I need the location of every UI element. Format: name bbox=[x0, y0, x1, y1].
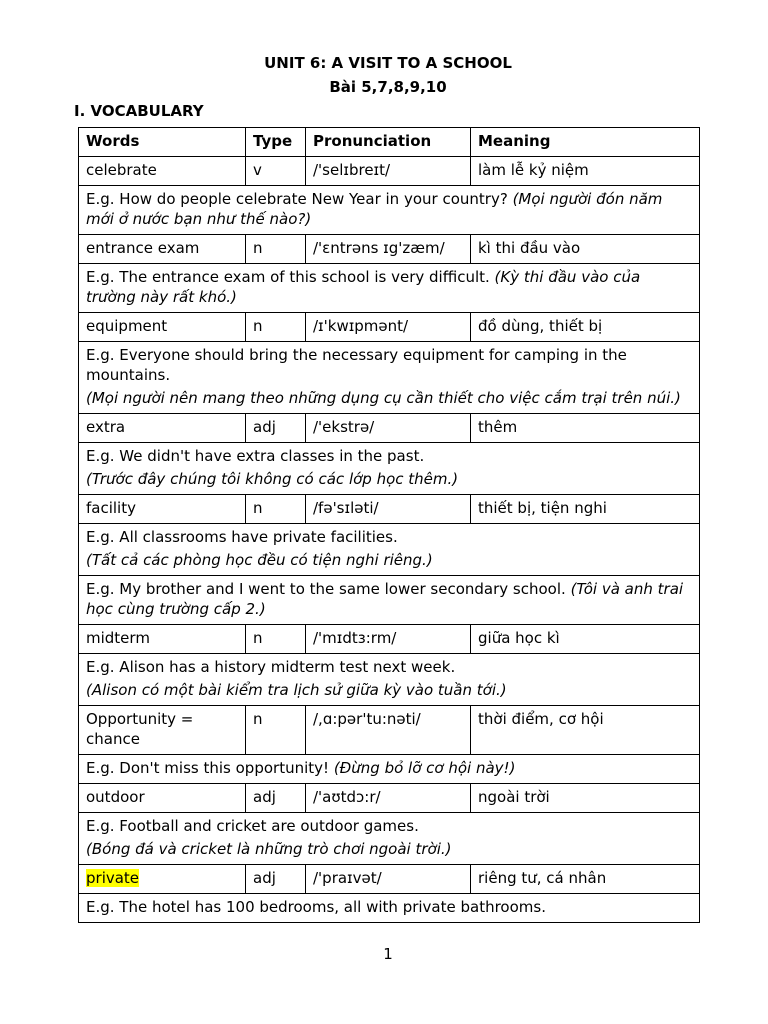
pronunciation-cell: /'mɪdtɜ:rm/ bbox=[306, 625, 471, 654]
example-sentence: E.g. Everyone should bring the necessary equipment for camping in the mountains. bbox=[86, 346, 627, 384]
example-cell bbox=[79, 186, 700, 235]
example-row bbox=[79, 894, 700, 923]
type-cell: n bbox=[246, 625, 306, 654]
vocab-row bbox=[79, 414, 700, 443]
section-heading: I. VOCABULARY bbox=[74, 102, 204, 120]
example-row bbox=[79, 576, 700, 625]
example-row bbox=[79, 755, 700, 784]
meaning-cell: thời điểm, cơ hội bbox=[471, 706, 700, 755]
example-translation: (Trước đây chúng tôi không có các lớp học thêm.) bbox=[86, 470, 459, 488]
header-words: Words bbox=[79, 128, 246, 157]
type-cell: v bbox=[246, 157, 306, 186]
example-sentence: E.g. The entrance exam of this school is very difficult. bbox=[86, 268, 490, 286]
example-translation: (Đừng bỏ lỡ cơ hội này!) bbox=[333, 759, 516, 777]
pronunciation-cell: /'praɪvət/ bbox=[306, 865, 471, 894]
pronunciation-cell: /'aʊtdɔ:r/ bbox=[306, 784, 471, 813]
example-cell bbox=[79, 654, 700, 706]
word-cell: facility bbox=[79, 495, 246, 524]
example-row bbox=[79, 342, 700, 414]
example-cell bbox=[79, 813, 700, 865]
pronunciation-cell: /fə'sɪləti/ bbox=[306, 495, 471, 524]
header-meaning: Meaning bbox=[471, 128, 700, 157]
example-sentence: E.g. My brother and I went to the same lower secondary school. bbox=[86, 580, 566, 598]
example-translation: (Tôi và anh trai học cùng trường cấp 2.) bbox=[86, 580, 684, 618]
example-translation: (Bóng đá và cricket là những trò chơi ngoài trời.) bbox=[86, 840, 452, 858]
type-cell: n bbox=[246, 706, 306, 755]
example-row bbox=[79, 654, 700, 706]
example-cell bbox=[79, 342, 700, 414]
type-cell: n bbox=[246, 313, 306, 342]
vocab-row bbox=[79, 495, 700, 524]
example-translation: (Mọi người nên mang theo những dụng cụ cần thiết cho việc cắm trại trên núi.) bbox=[86, 389, 681, 407]
example-cell bbox=[79, 443, 700, 495]
document-subtitle: Bài 5,7,8,9,10 bbox=[329, 78, 447, 96]
example-cell bbox=[79, 264, 700, 313]
vocab-row bbox=[79, 157, 700, 186]
example-cell bbox=[79, 894, 700, 923]
example-cell bbox=[79, 576, 700, 625]
page-number: 1 bbox=[383, 945, 393, 963]
example-sentence: E.g. How do people celebrate New Year in your country? bbox=[86, 190, 508, 208]
example-row bbox=[79, 813, 700, 865]
example-cell bbox=[79, 755, 700, 784]
example-row bbox=[79, 443, 700, 495]
table-header-row bbox=[79, 128, 700, 157]
example-translation: (Tất cả các phòng học đều có tiện nghi riêng.) bbox=[86, 551, 433, 569]
meaning-cell: làm lễ kỷ niệm bbox=[471, 157, 700, 186]
word-cell: equipment bbox=[79, 313, 246, 342]
meaning-cell: ngoài trời bbox=[471, 784, 700, 813]
type-cell: adj bbox=[246, 414, 306, 443]
example-row bbox=[79, 264, 700, 313]
meaning-cell: thiết bị, tiện nghi bbox=[471, 495, 700, 524]
example-sentence: E.g. Alison has a history midterm test next week. bbox=[86, 658, 456, 676]
meaning-cell: đồ dùng, thiết bị bbox=[471, 313, 700, 342]
example-sentence: E.g. The hotel has 100 bedrooms, all with private bathrooms. bbox=[86, 898, 546, 916]
example-sentence: E.g. Football and cricket are outdoor games. bbox=[86, 817, 419, 835]
example-translation: (Alison có một bài kiểm tra lịch sử giữa kỳ vào tuần tới.) bbox=[86, 681, 507, 699]
highlighted-word: private bbox=[86, 869, 140, 887]
example-row bbox=[79, 524, 700, 576]
example-cell bbox=[79, 524, 700, 576]
example-row bbox=[79, 186, 700, 235]
meaning-cell: kì thi đầu vào bbox=[471, 235, 700, 264]
example-sentence: E.g. Don't miss this opportunity! bbox=[86, 759, 330, 777]
vocab-row bbox=[79, 625, 700, 654]
example-sentence: E.g. All classrooms have private facilities. bbox=[86, 528, 398, 546]
header-pronunciation: Pronunciation bbox=[306, 128, 471, 157]
vocab-row bbox=[79, 865, 700, 894]
meaning-cell: riêng tư, cá nhân bbox=[471, 865, 700, 894]
type-cell: n bbox=[246, 495, 306, 524]
pronunciation-cell: /'selɪbreɪt/ bbox=[306, 157, 471, 186]
vocabulary-table bbox=[78, 127, 700, 923]
word-cell: celebrate bbox=[79, 157, 246, 186]
pronunciation-cell: /'ekstrə/ bbox=[306, 414, 471, 443]
meaning-cell: thêm bbox=[471, 414, 700, 443]
type-cell: n bbox=[246, 235, 306, 264]
word-cell: extra bbox=[79, 414, 246, 443]
vocab-row bbox=[79, 313, 700, 342]
vocab-row bbox=[79, 784, 700, 813]
meaning-cell: giữa học kì bbox=[471, 625, 700, 654]
word-cell: Opportunity = chance bbox=[79, 706, 246, 755]
word-cell: midterm bbox=[79, 625, 246, 654]
type-cell: adj bbox=[246, 865, 306, 894]
pronunciation-cell: /,ɑ:pər'tu:nəti/ bbox=[306, 706, 471, 755]
word-cell bbox=[79, 865, 246, 894]
word-cell: outdoor bbox=[79, 784, 246, 813]
vocab-row bbox=[79, 235, 700, 264]
header-type: Type bbox=[246, 128, 306, 157]
type-cell: adj bbox=[246, 784, 306, 813]
pronunciation-cell: /'ɛntrəns ɪg'zæm/ bbox=[306, 235, 471, 264]
example-sentence: E.g. We didn't have extra classes in the past. bbox=[86, 447, 425, 465]
pronunciation-cell: /ɪ'kwɪpmənt/ bbox=[306, 313, 471, 342]
word-cell: entrance exam bbox=[79, 235, 246, 264]
vocab-row bbox=[79, 706, 700, 755]
example-translation: (Kỳ thi đầu vào của trường này rất khó.) bbox=[86, 268, 641, 306]
example-translation: (Mọi người đón năm mới ở nước bạn như thế nào?) bbox=[86, 190, 663, 228]
document-title: UNIT 6: A VISIT TO A SCHOOL bbox=[264, 54, 512, 72]
